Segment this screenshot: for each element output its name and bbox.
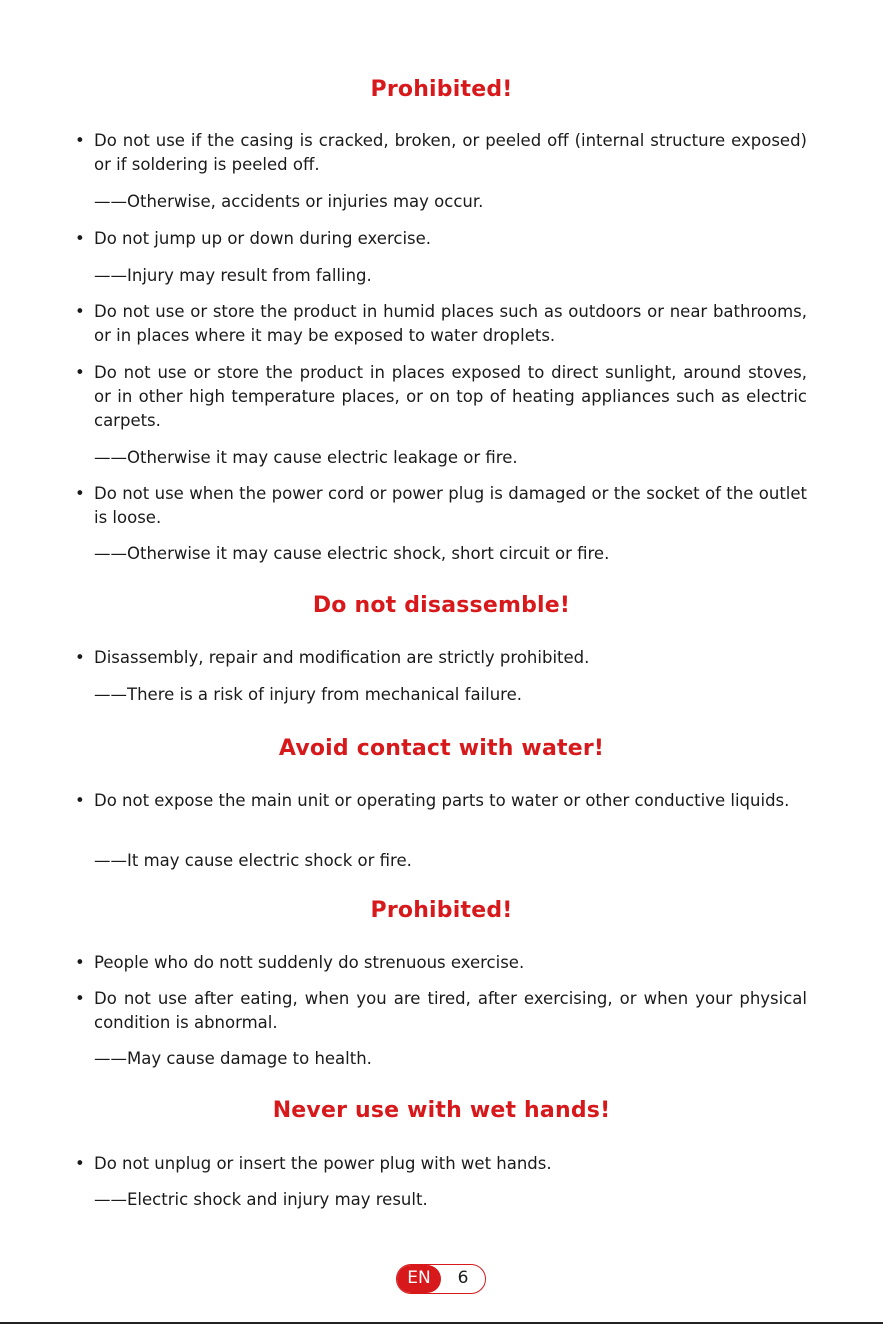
page-number: 6 [457,1268,469,1288]
consequence-note: ——Injury may result from falling. [94,266,372,285]
bullet-dot-icon: • [75,484,85,503]
bullet-text: Do not use or store the product in places exposed to direct sunlight, around stoves, or in other high temperature places, or on top of heating appliances such as electric carpets. [94,363,807,430]
bullet-text: Do not use after eating, when you are tired, after exercising, or when your physical condition is abnormal. [94,989,807,1032]
bullet-item [75,482,807,530]
bullet-dot-icon: • [75,363,85,382]
bullet-dot-icon: • [75,1154,85,1173]
bullet-text: Do not expose the main unit or operating parts to water or other conductive liquids. [94,791,790,810]
bullet-dot-icon: • [75,229,85,248]
consequence-note: ——Otherwise it may cause electric leakage or fire. [94,448,518,467]
bullet-dot-icon: • [75,791,85,810]
section-heading-prohibited-1: Prohibited! [370,77,513,102]
bullet-item [75,227,807,251]
bullet-text: Do not use or store the product in humid places such as outdoors or near bathrooms, or in places where it may be exposed to water droplets. [94,302,807,345]
bullet-item [75,300,807,348]
consequence-note: ——Electric shock and injury may result. [94,1190,428,1209]
consequence-note: ——May cause damage to health. [94,1049,372,1068]
bullet-text: Do not use if the casing is cracked, broken, or peeled off (internal structure exposed) or if soldering is peeled off. [94,131,807,174]
bullet-dot-icon: • [75,953,85,972]
section-heading-avoid-water: Avoid contact with water! [278,736,605,761]
section-heading-prohibited-2: Prohibited! [370,898,513,923]
bullet-dot-icon: • [75,989,85,1008]
bullet-text: People who do nott suddenly do strenuous exercise. [94,953,525,972]
language-label: EN [397,1265,441,1293]
bullet-item [75,951,807,975]
bullet-dot-icon: • [75,302,85,321]
bullet-item [75,361,807,433]
consequence-note: ——Otherwise it may cause electric shock, short circuit or fire. [94,544,610,563]
bullet-text: Do not use when the power cord or power plug is damaged or the socket of the outlet is loose. [94,484,807,527]
bullet-text: Disassembly, repair and modification are strictly prohibited. [94,648,590,667]
bullet-item [75,1152,807,1176]
bullet-dot-icon: • [75,131,85,150]
bullet-item [75,129,807,177]
consequence-note: ——It may cause electric shock or fire. [94,851,412,870]
bullet-item [75,987,807,1035]
consequence-note: ——There is a risk of injury from mechanical failure. [94,685,523,704]
bullet-text: Do not unplug or insert the power plug with wet hands. [94,1154,552,1173]
bullet-item [75,646,807,670]
bullet-text: Do not jump up or down during exercise. [94,229,432,248]
bullet-dot-icon: • [75,648,85,667]
bullet-item [75,789,807,813]
page-number-badge [396,1264,486,1294]
section-heading-do-not-disassemble: Do not disassemble! [312,593,571,618]
section-heading-wet-hands: Never use with wet hands! [272,1098,611,1123]
consequence-note: ——Otherwise, accidents or injuries may occur. [94,192,484,211]
